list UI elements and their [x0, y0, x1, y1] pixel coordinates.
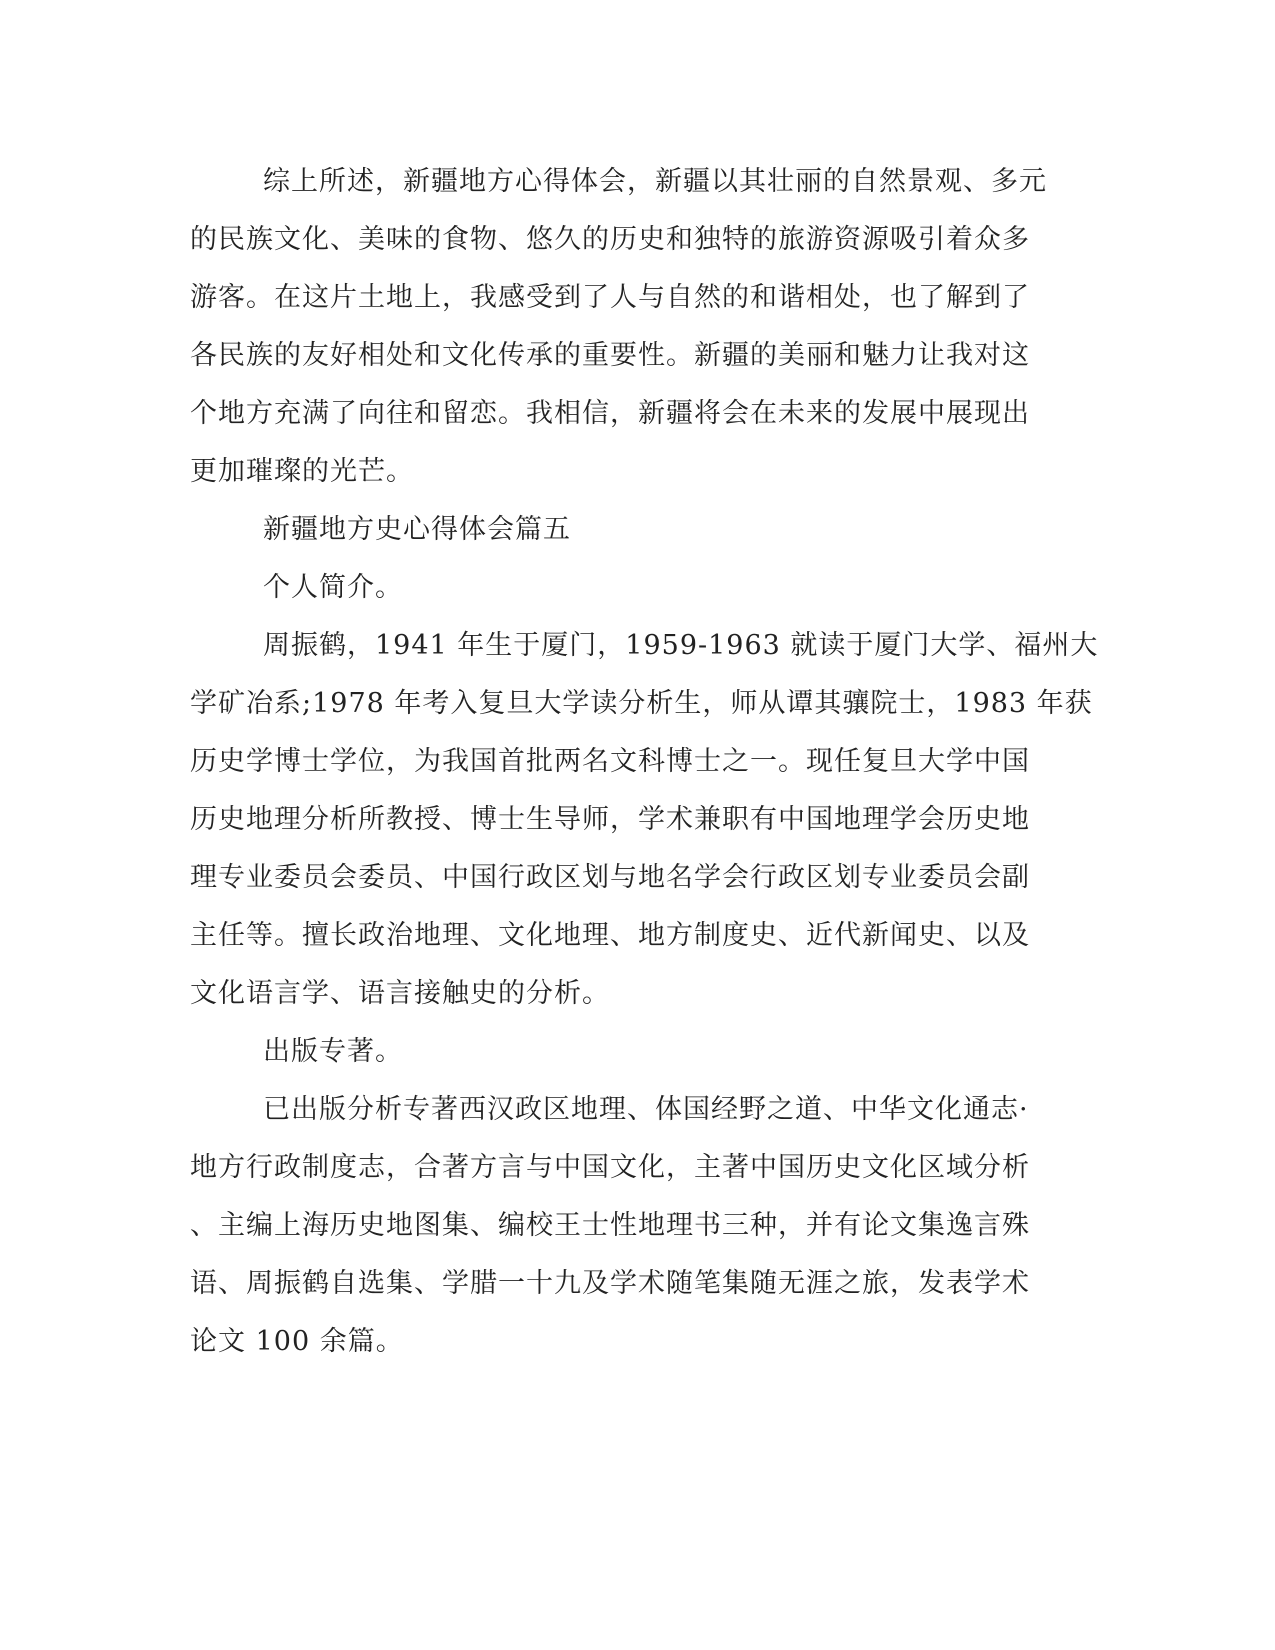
text-line: 各民族的友好相处和文化传承的重要性。新疆的美丽和魅力让我对这: [190, 340, 1030, 371]
text-line: 已出版分析专著西汉政区地理、体国经野之道、中华文化通志·: [263, 1094, 1029, 1125]
section-heading: 新疆地方史心得体会篇五: [263, 514, 571, 545]
text-line: 文化语言学、语言接触史的分析。: [190, 978, 610, 1009]
text-line: 更加璀璨的光芒。: [190, 456, 414, 487]
text-line: 历史地理分析所教授、博士生导师，学术兼职有中国地理学会历史地: [190, 804, 1030, 835]
text-line: 个地方充满了向往和留恋。我相信，新疆将会在未来的发展中展现出: [190, 398, 1030, 429]
text-line: 主任等。擅长政治地理、文化地理、地方制度史、近代新闻史、以及: [190, 920, 1030, 951]
text-line: 综上所述，新疆地方心得体会，新疆以其壮丽的自然景观、多元: [263, 166, 1047, 197]
text-line: 周振鹤，1941 年生于厦门，1959-1963 就读于厦门大学、福州大: [263, 630, 1099, 661]
text-line: 的民族文化、美味的食物、悠久的历史和独特的旅游资源吸引着众多: [190, 224, 1030, 255]
text-line: 游客。在这片土地上，我感受到了人与自然的和谐相处，也了解到了: [190, 282, 1030, 313]
subheading: 出版专著。: [263, 1036, 403, 1067]
text-line: 地方行政制度志，合著方言与中国文化，主著中国历史文化区域分析: [190, 1152, 1030, 1183]
text-line: 语、周振鹤自选集、学腊一十九及学术随笔集随无涯之旅，发表学术: [190, 1268, 1030, 1299]
subheading: 个人简介。: [263, 572, 403, 603]
text-line: 论文 100 余篇。: [190, 1326, 404, 1357]
text-line: 学矿冶系;1978 年考入复旦大学读分析生，师从谭其骧院士，1983 年获: [190, 688, 1093, 719]
text-line: 、主编上海历史地图集、编校王士性地理书三种，并有论文集逸言殊: [190, 1210, 1030, 1241]
text-line: 历史学博士学位，为我国首批两名文科博士之一。现任复旦大学中国: [190, 746, 1030, 777]
text-line: 理专业委员会委员、中国行政区划与地名学会行政区划专业委员会副: [190, 862, 1030, 893]
